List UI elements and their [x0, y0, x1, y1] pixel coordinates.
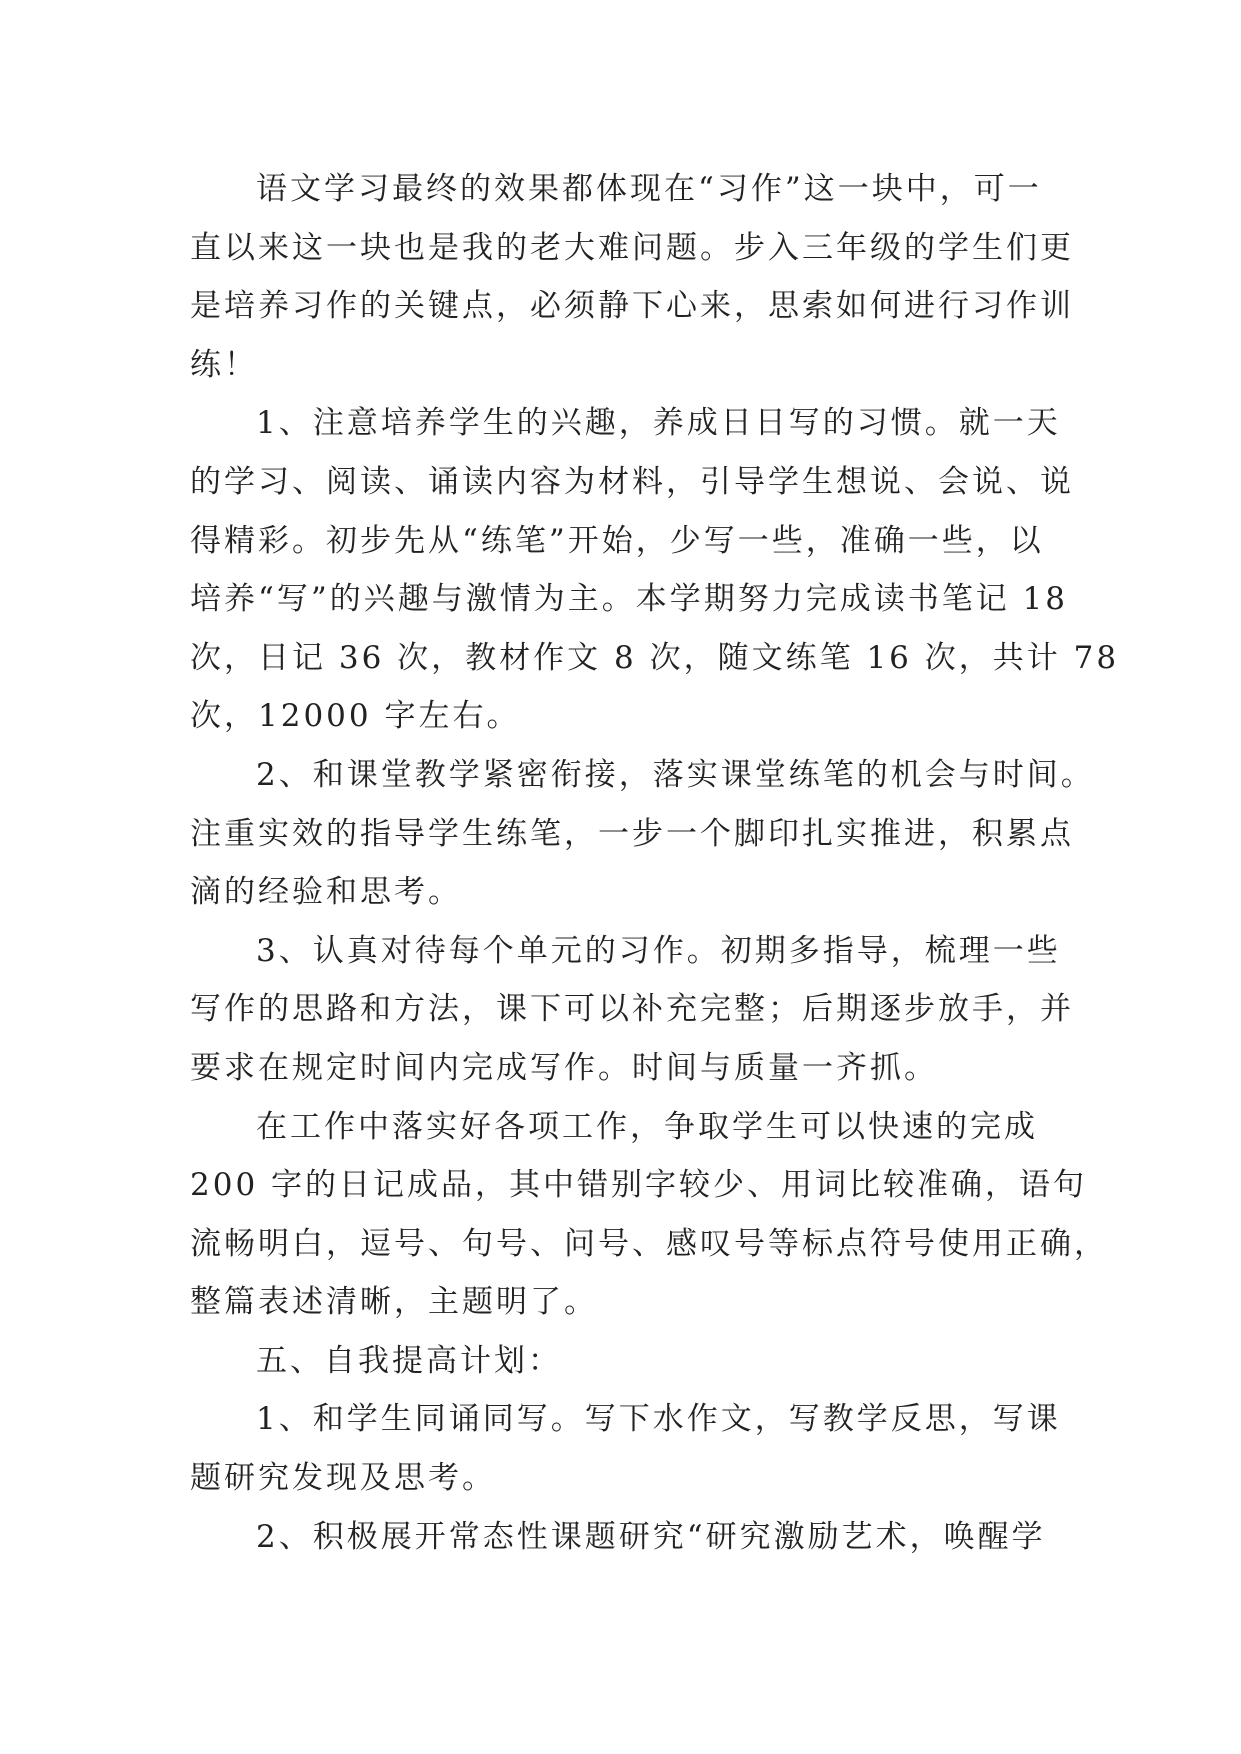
section-heading-self-improvement	[190, 1332, 1060, 1391]
paragraph-goals	[190, 1098, 1108, 1332]
text-line: 1、注意培养学生的兴趣，养成日日写的习惯。就一天	[256, 405, 1061, 442]
text-line: 写作的思路和方法，课下可以补充完整；后期逐步放手，并	[190, 991, 1074, 1028]
paragraph-point-3-unit-writing	[190, 922, 1074, 1098]
text-line: 题研究发现及思考。	[190, 1460, 496, 1497]
text-line: 语文学习最终的效果都体现在“习作”这一块中，可一	[256, 171, 1042, 207]
paragraph-point-1-interest	[190, 394, 1120, 746]
text-line: 2、积极展开常态性课题研究“研究激励艺术，唤醒学	[256, 1518, 1046, 1555]
paragraph-self-point-2	[190, 1508, 1060, 1567]
text-line: 次，12000 字左右。	[190, 698, 521, 735]
text-line: 滴的经验和思考。	[190, 874, 462, 911]
text-line: 200 字的日记成品，其中错别字较少、用词比较准确，语句	[190, 1167, 1088, 1204]
text-line: 是培养习作的关键点，必须静下心来，思索如何进行习作训	[190, 288, 1074, 325]
text-line: 流畅明白，逗号、句号、问号、感叹号等标点符号使用正确，	[190, 1225, 1108, 1262]
text-line: 直以来这一块也是我的老大难问题。步入三年级的学生们更	[190, 229, 1074, 266]
text-line: 次，日记 36 次，教材作文 8 次，随文练笔 16 次，共计 78	[190, 639, 1120, 676]
paragraph-writing-importance	[190, 160, 1074, 394]
text-line: 练！	[190, 346, 258, 383]
paragraph-self-point-1	[190, 1390, 1060, 1507]
text-line: 整篇表述清晰，主题明了。	[190, 1284, 598, 1321]
text-line: 1、和学生同诵同写。写下水作文，写教学反思，写课	[256, 1401, 1061, 1438]
text-line: 3、认真对待每个单元的习作。初期多指导，梳理一些	[256, 932, 1061, 969]
text-line: 的学习、阅读、诵读内容为材料，引导学生想说、会说、说	[190, 463, 1074, 500]
paragraph-point-2-classroom	[190, 746, 1095, 922]
text-line: 要求在规定时间内完成写作。时间与质量一齐抓。	[190, 1049, 938, 1086]
text-line: 得精彩。初步先从“练笔”开始，少写一些，准确一些，以	[190, 522, 1044, 559]
text-line: 培养“写”的兴趣与激情为主。本学期努力完成读书笔记 18	[190, 581, 1068, 618]
section-heading: 五、自我提高计划：	[256, 1342, 562, 1379]
document-body	[190, 160, 1120, 1566]
text-line: 注重实效的指导学生练笔，一步一个脚印扎实推进，积累点	[190, 815, 1074, 852]
text-line: 2、和课堂教学紧密衔接，落实课堂练笔的机会与时间。	[256, 756, 1095, 793]
text-line: 在工作中落实好各项工作，争取学生可以快速的完成	[256, 1108, 1038, 1145]
